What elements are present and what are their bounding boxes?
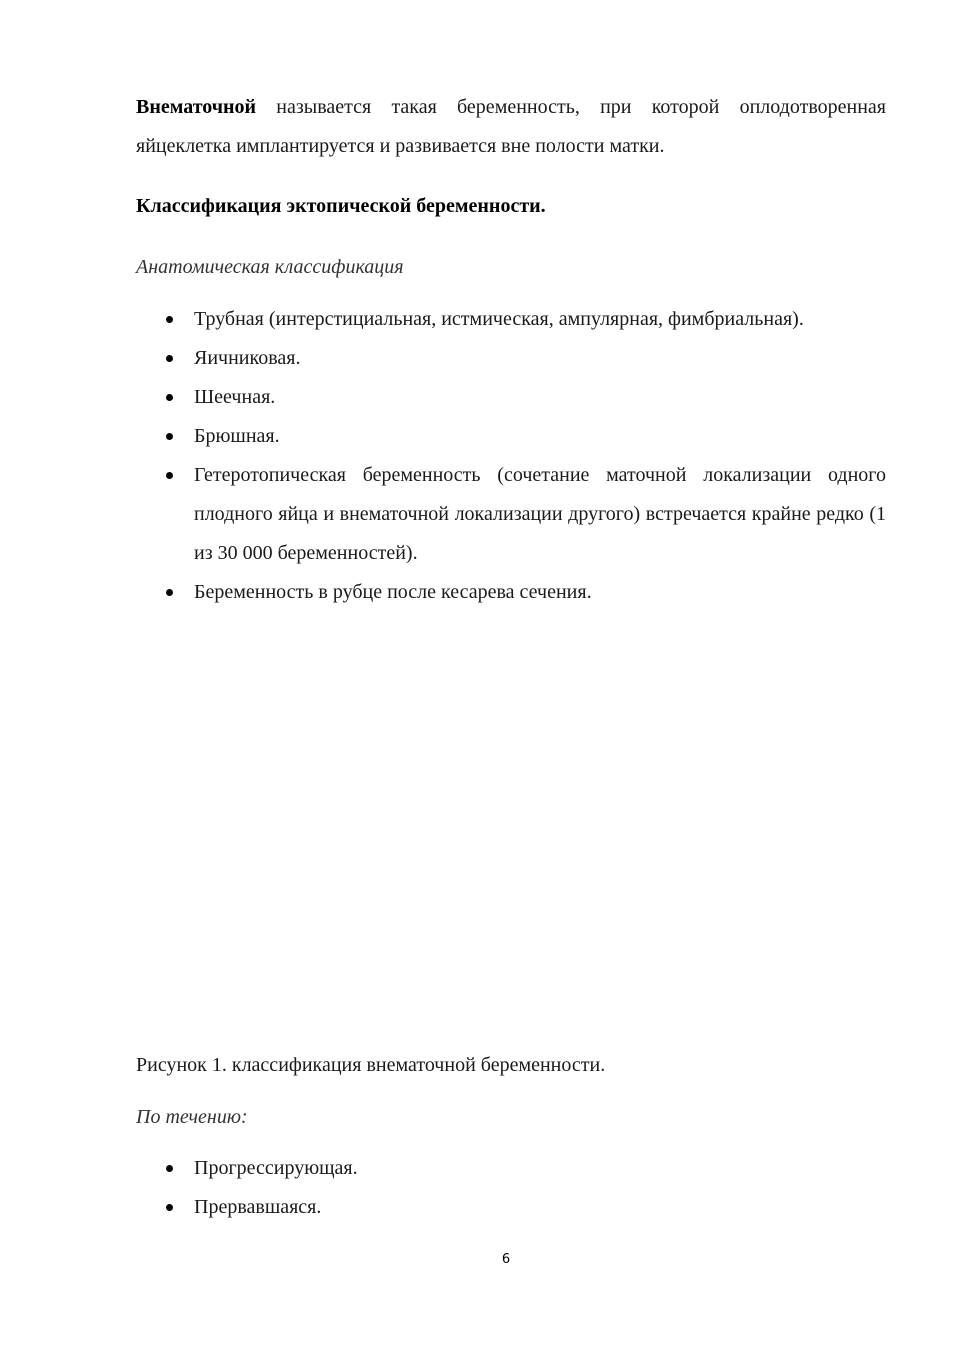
course-list bbox=[136, 1149, 886, 1227]
list-item: Трубная (интерстициальная, истмическая, ампулярная, фимбриальная). bbox=[136, 300, 886, 339]
intro-bold-term: Внематочной bbox=[136, 96, 257, 118]
page-number: 6 bbox=[501, 1252, 511, 1267]
course-classification-title: По течению: bbox=[136, 1106, 248, 1128]
list-item: Прогрессирующая. bbox=[136, 1149, 886, 1188]
anatomical-list bbox=[136, 300, 886, 612]
intro-paragraph bbox=[136, 88, 886, 166]
anatomical-classification-title: Анатомическая классификация bbox=[136, 256, 404, 278]
list-item: Прервавшаяся. bbox=[136, 1188, 886, 1227]
list-item: Гетеротопическая беременность (сочетание маточной локализации одного плодного яйца и внематочной локализации другого) встречается крайне редко (1 из 30 000 беременностей). bbox=[136, 456, 886, 573]
figure-caption: Рисунок 1. классификация внематочной беременности. bbox=[136, 1054, 606, 1076]
list-item: Яичниковая. bbox=[136, 339, 886, 378]
list-item: Шеечная. bbox=[136, 378, 886, 417]
section-heading: Классификация эктопической беременности. bbox=[136, 195, 546, 217]
list-item: Брюшная. bbox=[136, 417, 886, 456]
intro-text: называется такая беременность, при которой оплодотворенная яйцеклетка имплантируется и развивается вне полости матки. bbox=[136, 96, 886, 157]
list-item: Беременность в рубце после кесарева сечения. bbox=[136, 573, 886, 612]
